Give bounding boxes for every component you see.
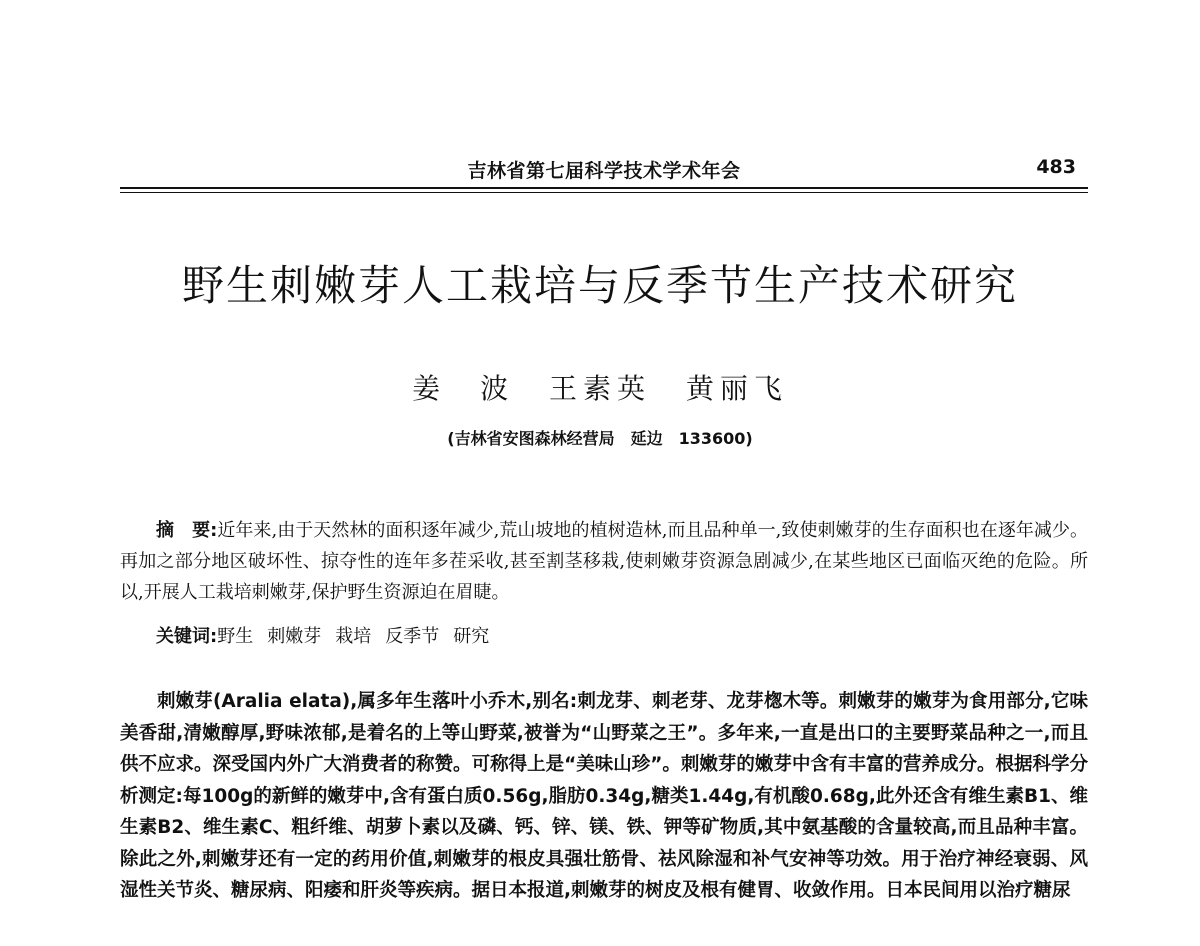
running-header bbox=[120, 156, 1088, 186]
affiliation: (吉林省安图森林经营局 延边 133600) bbox=[447, 429, 753, 448]
header-rule-thin bbox=[120, 192, 1088, 193]
header-rule-thick bbox=[120, 187, 1088, 189]
keyword-5: 研究 bbox=[453, 626, 490, 647]
keyword-1: 野生 bbox=[217, 626, 254, 647]
keyword-2: 刺嫩芽 bbox=[267, 626, 322, 647]
body-text bbox=[120, 686, 1088, 946]
journal-title: 吉林省第七届科学技术学术年会 bbox=[467, 160, 741, 182]
page-number: 483 bbox=[1036, 156, 1076, 178]
author-1: 姜 波 bbox=[412, 372, 515, 405]
keyword-4: 反季节 bbox=[385, 626, 440, 647]
keyword-3: 栽培 bbox=[335, 626, 372, 647]
abstract-paragraph bbox=[120, 515, 1088, 608]
authors bbox=[0, 367, 1200, 407]
keywords-label: 关键词: bbox=[156, 626, 218, 647]
keywords bbox=[120, 621, 1088, 652]
body-paragraph: 刺嫩芽(Aralia elata),属多年生落叶小乔木,别名:刺龙芽、刺老芽、龙芽楤木等。刺嫩芽的嫩芽为食用部分,它味美香甜,清嫩醇厚,野味浓郁,是着名的上等山野菜,被誉为“山野菜之王”。多年来,一直是出口的主要野菜品种之一,而且供不应求。深受国内外广大消费者的称赞。可称得上是“美味山珍”。刺嫩芽的嫩芽中含有丰富的营养成分。根据科学分析测定:每100g的新鲜的嫩芽中,含有蛋白质0.56g,脂肪0.34g,糖类1.44g,有机酸0.68g,此外还含有维生素B1、维生素B2、维生素C、粗纤维、胡萝卜素以及磷、钙、锌、镁、铁、钾等矿物质,其中氨基酸的含量较高,而且品种丰富。除此之外,刺嫩芽还有一定的药用价值,刺嫩芽的根皮具强壮筋骨、祛风除湿和补气安神等功效。用于治疗神经衰弱、风湿性关节炎、糖尿病、阳痿和肝炎等疾病。据日本报道,刺嫩芽的树皮及根有健胃、收敛作用。日本民间用以治疗糖尿 bbox=[120, 691, 1088, 901]
article-title: 野生刺嫩芽人工栽培与反季节生产技术研究 bbox=[181, 261, 1018, 310]
abstract-text: 近年来,由于天然林的面积逐年减少,荒山坡地的植树造林,而且品种单一,致使刺嫩芽的生存面积也在逐年减少。再加之部分地区破坏性、掠夺性的连年多茬采收,甚至割茎移栽,使刺嫩芽资源急剧减少,在某些地区已面临灭绝的危险。所以,开展人工栽培刺嫩芽,保护野生资源迫在眉睫。 bbox=[120, 520, 1088, 603]
author-2: 王素英 bbox=[548, 372, 651, 405]
abstract-label: 摘 要: bbox=[156, 520, 218, 541]
abstract bbox=[120, 515, 1088, 608]
author-3: 黄丽飞 bbox=[685, 372, 788, 405]
